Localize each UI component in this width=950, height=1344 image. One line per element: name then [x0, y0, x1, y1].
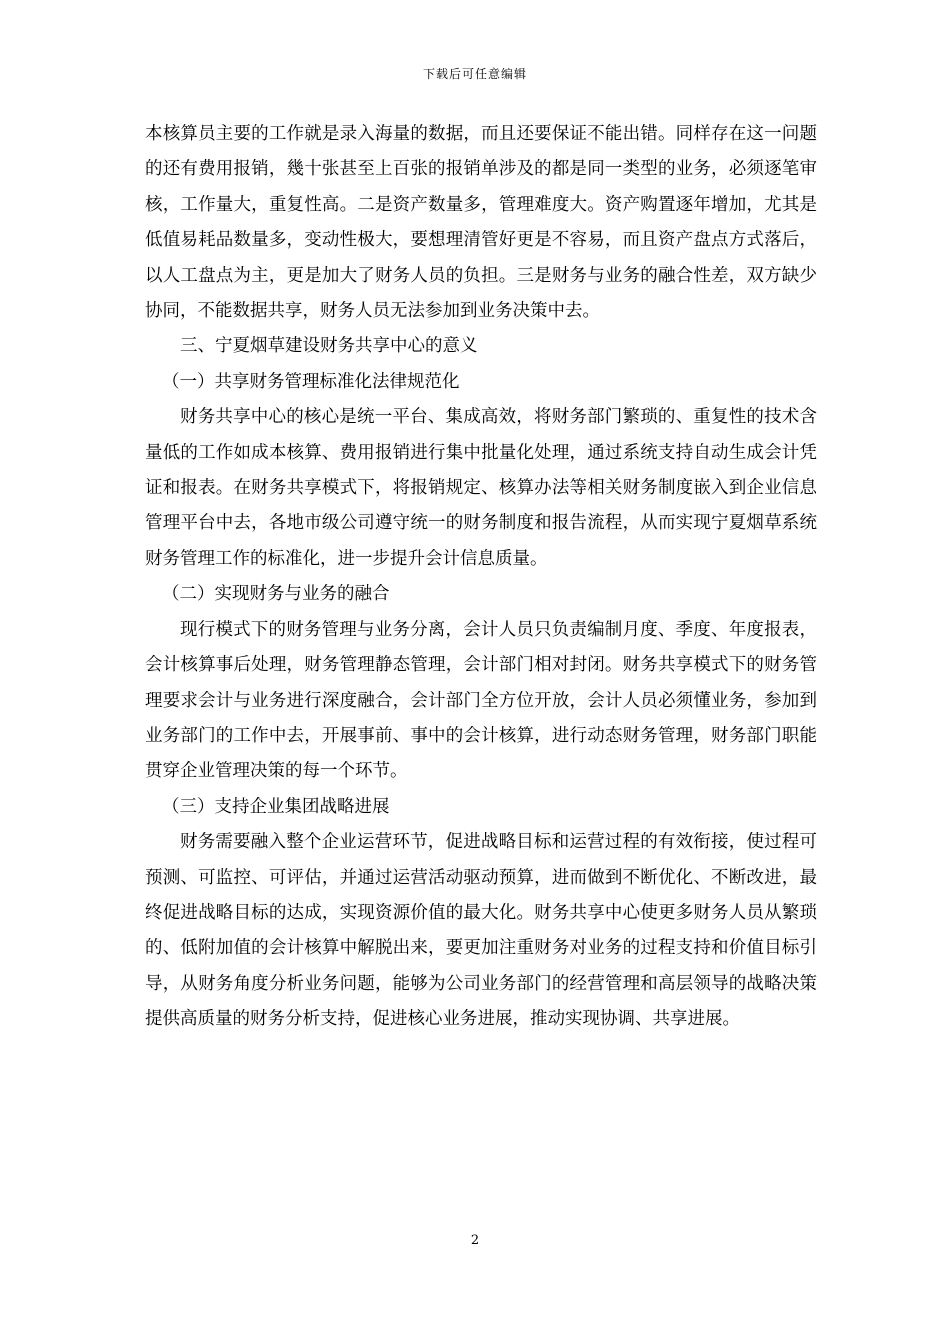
page-number: 2	[470, 1233, 480, 1248]
paragraph-continued: 本核算员主要的工作就是录入海量的数据，而且还要保证不能出错。同样存在这一问题的还有费用报销，幾十张甚至上百张的报销单涉及的都是同一类型的业务，必须逐笔审核，工作量大，重复性高。二是资产数量多，管理难度大。资产购置逐年增加，尤其是低值易耗品数量多，变动性极大，要想理清管好更是不容易，而且资产盘点方式落后，以人工盘点为主，更是加大了财务人员的负担。三是财务与业务的融合性差，双方缺少协同，不能数据共享，财务人员无法参加到业务决策中去。	[145, 124, 817, 322]
paragraph-2: 现行模式下的财务管理与业务分离，会计人员只负责编制月度、季度、年度报表，会计核算事后处理，财务管理静态管理，会计部门相对封闭。财务共享模式下的财务管理要求会计与业务进行深度融合，会计部门全方位开放，会计人员必须懂业务，参加到业务部门的工作中去，开展事前、事中的会计核算，进行动态财务管理，财务部门职能贯穿企业管理决策的每一个环节。	[145, 619, 817, 782]
subsection-heading-3: （三）支持企业集团战略进展	[162, 796, 390, 817]
subsection-heading-2: （二）实现财务与业务的融合	[162, 584, 390, 605]
paragraph-1: 财务共享中心的核心是统一平台、集成高效，将财务部门繁琐的、重复性的技术含量低的工作如成本核算、费用报销进行集中批量化处理，通过系统支持自动生成会计凭证和报表。在财务共享模式下，将报销规定、核算办法等相关财务制度嵌入到企业信息管理平台中去，各地市级公司遵守统一的财务制度和报告流程，从而实现宁夏烟草系统财务管理工作的标准化，进一步提升会计信息质量。	[145, 407, 817, 569]
paragraph-3: 财务需要融入整个企业运营环节，促进战略目标和运营过程的有效衔接，使过程可预测、可监控、可评估，并通过运营活动驱动预算，进而做到不断优化、不断改进，最终促进战略目标的达成，实现资源价值的最大化。财务共享中心使更多财务人员从繁琐的、低附加值的会计核算中解脱出来，要更加注重财务对业务的过程支持和价值目标引导，从财务角度分析业务问题，能够为公司业务部门的经营管理和高层领导的战略决策提供高质量的财务分析支持，促进核心业务进展，推动实现协调、共享进展。	[145, 832, 817, 1030]
page-header-note: 下载后可任意编辑	[422, 67, 527, 81]
subsection-heading-1: （一）共享财务管理标准化法律规范化	[162, 371, 460, 392]
document-body	[145, 117, 817, 1038]
section-heading: 三、宁夏烟草建设财务共享中心的意义	[180, 336, 478, 357]
